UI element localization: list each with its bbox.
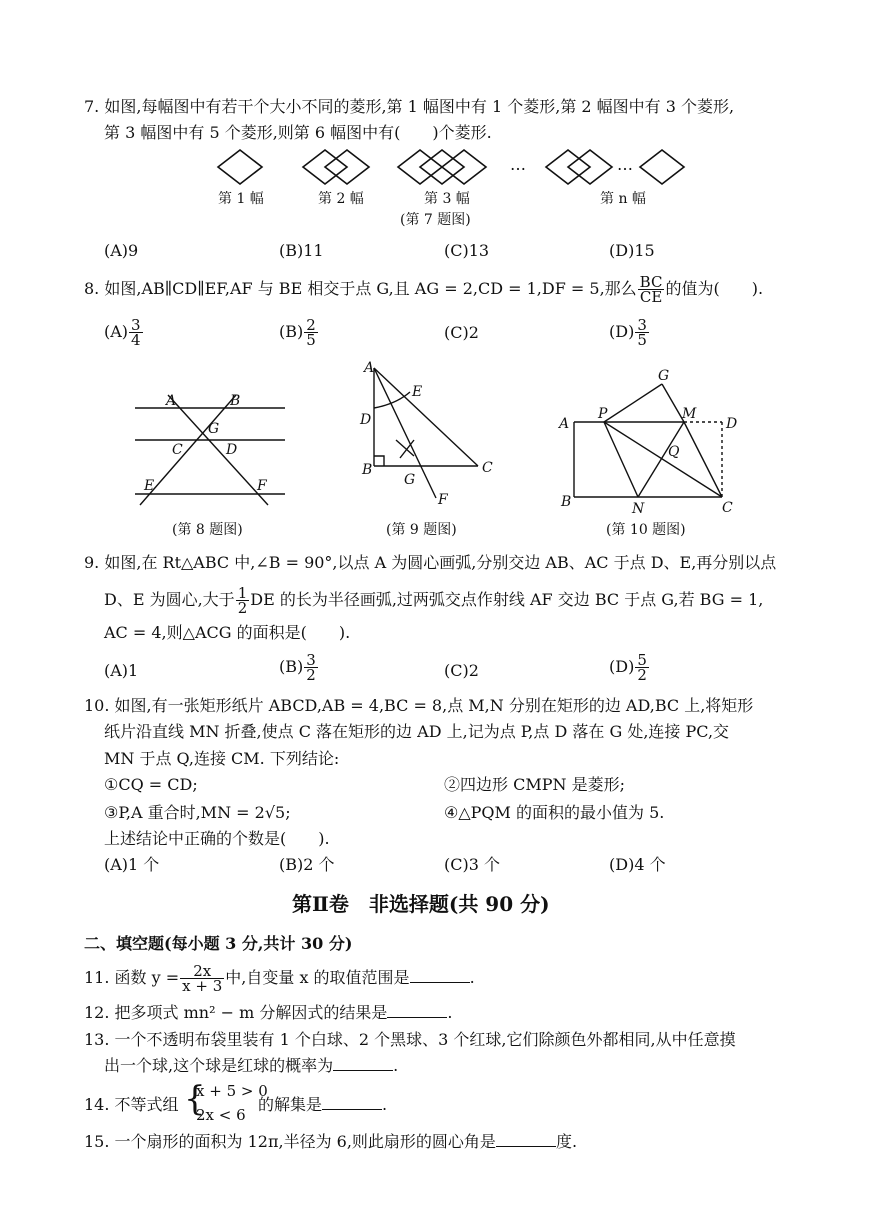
fig8-label-d: D — [226, 442, 238, 458]
q9-line1: 9. 如图,在 Rt△ABC 中,∠B = 90°,以点 A 为圆心画弧,分别交边 AB、AC 于点 D、E,再分别以点 — [84, 553, 777, 572]
fig8-label-g: G — [208, 421, 220, 437]
fig10-label-q: Q — [668, 444, 680, 460]
q14-answer-blank[interactable] — [322, 1095, 382, 1110]
fig10-label-g: G — [658, 368, 670, 384]
fig10-label-m: M — [682, 406, 697, 422]
q9-line3: AC = 4,则△ACG 的面积是( ). — [104, 623, 351, 642]
q9-option-a: (A)1 — [104, 661, 139, 680]
q12-line: 12. 把多项式 mn² − m 分解因式的结果是 . — [84, 1003, 453, 1022]
q11-answer-blank[interactable] — [410, 968, 470, 983]
q8-option-c: (C)2 — [444, 323, 479, 342]
fig8-label-c: C — [172, 442, 183, 458]
q12-answer-blank[interactable] — [387, 1003, 447, 1018]
q13-line1: 13. 一个不透明布袋里装有 1 个白球、2 个黑球、3 个红球,它们除颜色外都相同,从中任意摸 — [84, 1030, 736, 1049]
fig-label-3: 第 3 幅 — [424, 191, 470, 207]
q14-brace: { — [184, 1079, 206, 1119]
q10-option-c: (C)3 个 — [444, 855, 500, 874]
q7-line2: 第 3 幅图中有 5 个菱形,则第 6 幅图中有( )个菱形. — [104, 123, 492, 142]
q14-suffix: 的解集是 . — [258, 1095, 388, 1114]
q8-option-a: (A) $\frac{3}{4}$ — [104, 316, 141, 349]
q9-line2: D、E 为圆心,大于 $\frac{1}{2}$ DE 的长为半径画弧,过两弧交点作射线 AF 交边 BC 于点 G,若 BG = 1, — [104, 584, 764, 617]
q11-line: 11. 函数 y = $\frac{2x}{x + 3}$ 中,自变量 x 的取值范围是 . — [84, 962, 475, 995]
q10-conclusion-3: ③P,A 重合时,MN = 2√5; — [104, 803, 291, 822]
q9-option-c: (C)2 — [444, 661, 479, 680]
q9-option-b: (B) $\frac{3}{2}$ — [279, 651, 316, 684]
fig-label-n: 第 n 幅 — [600, 191, 646, 207]
ellipsis-1: … — [510, 155, 526, 174]
q8-text-b: 的值为( ). — [665, 279, 764, 298]
q7-line1: 7. 如图,每幅图中有若干个大小不同的菱形,第 1 幅图中有 1 个菱形,第 2 幅图中有 3 个菱形, — [84, 97, 735, 116]
q7-option-d: (D)15 — [609, 241, 655, 260]
q14-ineq2: 2x < 6 — [196, 1106, 246, 1124]
fig8-caption: (第 8 题图) — [172, 522, 243, 538]
fig10-label-c: C — [722, 500, 733, 516]
q7-option-c: (C)13 — [444, 241, 490, 260]
q10-conclusion-1: ①CQ = CD; — [104, 775, 198, 794]
ellipsis-2: … — [617, 155, 633, 174]
fig10-label-p: P — [598, 406, 608, 422]
fig10-label-a: A — [559, 416, 570, 432]
q10-line3: MN 于点 Q,连接 CM. 下列结论: — [104, 749, 340, 768]
fig9-label-g: G — [404, 472, 416, 488]
fig9-label-f: F — [438, 492, 448, 508]
q15-answer-blank[interactable] — [496, 1132, 556, 1147]
fig10-label-d: D — [726, 416, 738, 432]
q13-line2: 出一个球,这个球是红球的概率为 . — [104, 1056, 399, 1075]
q10-conclusion-2: ②四边形 CMPN 是菱形; — [444, 775, 625, 794]
q10-option-b: (B)2 个 — [279, 855, 335, 874]
fig8-label-f: F — [257, 478, 267, 494]
fig8-label-b: B — [230, 393, 241, 409]
q10-option-d: (D)4 个 — [609, 855, 666, 874]
fig10-caption: (第 10 题图) — [606, 522, 686, 538]
q8-fraction: $\frac{BC}{CE}$ — [639, 273, 663, 306]
fig10-label-n: N — [632, 501, 645, 517]
fig9-label-a: A — [364, 360, 375, 376]
fig9-caption: (第 9 题图) — [386, 522, 457, 538]
q7-option-b: (B)11 — [279, 241, 324, 260]
q10-line1: 10. 如图,有一张矩形纸片 ABCD,AB = 4,BC = 8,点 M,N 分别在矩形的边 AD,BC 上,将矩形 — [84, 696, 754, 715]
q8-option-b: (B) $\frac{2}{5}$ — [279, 316, 316, 349]
q8-option-d: (D) $\frac{3}{5}$ — [609, 316, 647, 349]
fig9-label-b: B — [362, 462, 373, 478]
fig9-label-c: C — [482, 460, 493, 476]
fig9-label-e: E — [412, 384, 423, 400]
section-title: 第Ⅱ卷 非选择题(共 90 分) — [292, 892, 550, 916]
q10-line2: 纸片沿直线 MN 折叠,使点 C 落在矩形的边 AD 上,记为点 P,点 D 落在 G 处,连接 PC,交 — [104, 722, 730, 741]
q14-ineq1: x + 5 > 0 — [196, 1082, 268, 1100]
fig8-label-e: E — [144, 478, 155, 494]
q15-line: 15. 一个扇形的面积为 12π,半径为 6,则此扇形的圆心角是 度. — [84, 1132, 578, 1151]
q14-prefix: 14. 不等式组 — [84, 1095, 179, 1114]
fig-label-2: 第 2 幅 — [318, 191, 364, 207]
q7-caption: (第 7 题图) — [400, 212, 471, 228]
q8-text-a: 8. 如图,AB∥CD∥EF,AF 与 BE 相交于点 G,且 AG = 2,CD = 1,DF = 5,那么 — [84, 279, 637, 298]
fig9-label-d: D — [360, 412, 372, 428]
section-heading: 二、填空题(每小题 3 分,共计 30 分) — [84, 934, 353, 953]
q9-option-d: (D) $\frac{5}{2}$ — [609, 651, 647, 684]
fig8-label-a: A — [166, 393, 177, 409]
q13-answer-blank[interactable] — [333, 1056, 393, 1071]
q10-line6: 上述结论中正确的个数是( ). — [104, 829, 330, 848]
fig-label-1: 第 1 幅 — [218, 191, 264, 207]
q10-option-a: (A)1 个 — [104, 855, 160, 874]
q7-option-a: (A)9 — [104, 241, 139, 260]
q10-conclusion-4: ④△PQM 的面积的最小值为 5. — [444, 803, 665, 822]
fig10-label-b: B — [561, 494, 572, 510]
